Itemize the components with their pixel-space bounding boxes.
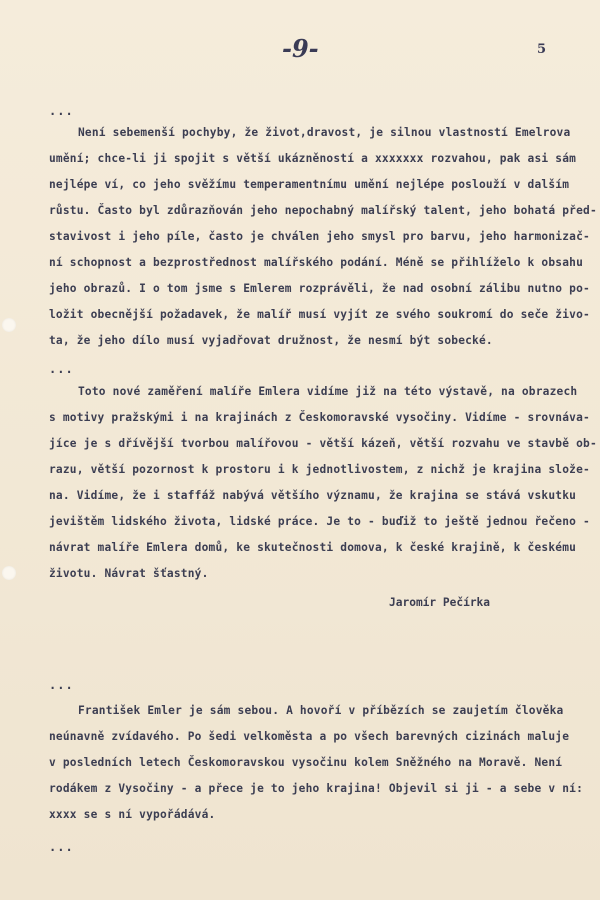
section-separator: ...	[49, 362, 74, 376]
section-separator: ...	[49, 678, 74, 692]
text-line: jeho obrazů. I o tom jsme s Emlerem rozprávěli, že nad osobní zálibu nutno po-	[49, 282, 590, 295]
text-line: návrat malíře Emlera domů, ke skutečnosti domova, k české krajině, k českému	[49, 541, 577, 554]
text-line: Toto nové zaměření malíře Emlera vidíme již na této výstavě, na obrazech	[78, 385, 578, 398]
text-line: ta, že jeho dílo musí vyjadřovat družnost, že nesmí být sobecké.	[49, 334, 493, 347]
text-line: stavivost i jeho píle, často je chválen jeho smysl pro barvu, jeho harmonizač-	[49, 230, 590, 243]
text-line: ní schopnost a bezprostřednost malířského podání. Méně se přihlíželo k obsahu	[49, 256, 584, 269]
text-line: razu, větší pozornost k prostoru i k jednotlivostem, z nichž je krajina slože-	[49, 463, 590, 476]
text-line: na. Vidíme, že i staffáž nabývá většího významu, že krajina se stává vskutku	[49, 489, 577, 502]
page-number: -9-	[282, 34, 319, 63]
author-signature: Jaromír Pečírka	[389, 596, 491, 609]
text-line: umění; chce-li ji spojit s větší ukázněností a xxxxxxx rozvahou, pak asi sám	[49, 152, 577, 165]
section-separator: ...	[49, 840, 74, 854]
text-line: jevištěm lidského života, lidské práce. Je to - buďiž to ještě jednou řečeno -	[49, 515, 590, 528]
section-separator: ...	[49, 104, 74, 118]
text-line: Není sebemenší pochyby, že život,dravost, je silnou vlastností Emelrova	[78, 126, 571, 139]
text-line: František Emler je sám sebou. A hovoří v příbězích se zaujetím člověka	[78, 704, 564, 717]
corner-mark: 5	[537, 42, 547, 57]
text-line: s motivy pražskými i na krajinách z Českomoravské vysočiny. Vidíme - srovnáva-	[49, 411, 590, 424]
text-line: v posledních letech Českomoravskou vysočinu kolem Sněžného na Moravě. Není	[49, 756, 563, 769]
text-line: nejlépe ví, co jeho svěžímu temperamentnímu umění nejlépe poslouží v dalším	[49, 178, 570, 191]
text-line: neúnavně zvídavého. Po šedi velkoměsta a po všech barevných cizinách maluje	[49, 730, 570, 743]
punch-hole-lower	[2, 566, 16, 580]
text-line: ložit obecnější požadavek, že malíř musí vyjít ze svého soukromí do seče živo-	[49, 308, 590, 321]
text-line: růstu. Často byl zdůrazňován jeho nepochabný malířský talent, jeho bohatá před-	[49, 204, 597, 217]
text-line: rodákem z Vysočiny - a přece je to jeho krajina! Objevil si ji - a sebe v ní:	[49, 782, 584, 795]
text-line: jíce je s dřívější tvorbou malířovou - větší kázeň, větší rozvahu ve stavbě ob-	[49, 437, 597, 450]
punch-hole-upper	[2, 318, 16, 332]
text-line: životu. Návrat šťastný.	[49, 567, 209, 580]
text-line: xxxx se s ní vypořádává.	[49, 808, 216, 821]
